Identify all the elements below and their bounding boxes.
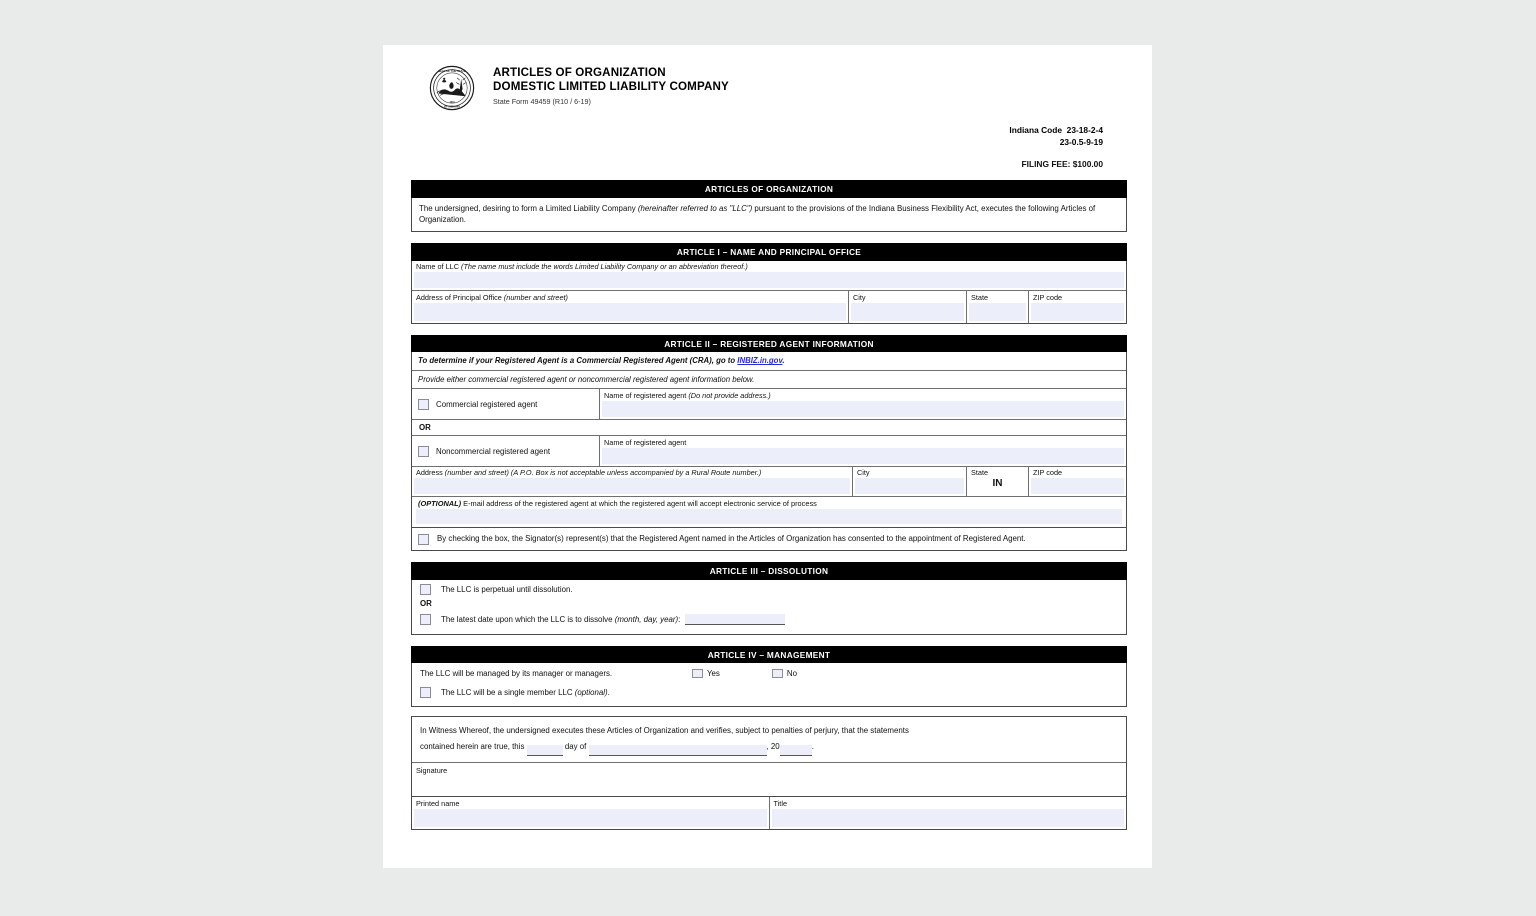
provide-agent-note: Provide either commercial registered agent or noncommercial registered agent information below.: [412, 370, 1126, 389]
articles-of-organization-block: [411, 180, 1127, 232]
manager-managed-no-option[interactable]: [772, 669, 797, 678]
agent-city-input[interactable]: [855, 478, 964, 494]
latest-dissolve-date-text: The latest date upon which the LLC is to dissolve: [441, 614, 615, 624]
svg-text:1816: 1816: [449, 102, 455, 105]
header-titles: [493, 63, 729, 106]
witness-line-2-d: .: [811, 742, 814, 752]
witness-statement: [412, 717, 1126, 762]
principal-city-input[interactable]: [851, 303, 964, 321]
noncommercial-agent-name-cell[interactable]: [600, 436, 1126, 466]
signature-row[interactable]: [412, 762, 1126, 794]
witness-day-input[interactable]: [527, 745, 563, 756]
latest-dissolve-date-input[interactable]: [685, 614, 785, 625]
form-header: [411, 57, 1127, 111]
noncommercial-registered-agent-checkbox[interactable]: [418, 446, 429, 457]
principal-address-label-italic: (number and street): [503, 292, 568, 302]
manager-managed-no-checkbox[interactable]: [772, 669, 783, 678]
principal-address-label-text: Address of Principal Office: [416, 292, 504, 302]
signature-label: Signature: [416, 766, 448, 776]
agent-state-value: IN: [992, 478, 1003, 490]
principal-zip-label: ZIP code: [1033, 292, 1063, 302]
commercial-registered-agent-checkbox[interactable]: [418, 399, 429, 410]
witness-signature-block: [411, 716, 1127, 830]
agent-email-row: [412, 496, 1126, 524]
agent-zip-input[interactable]: [1031, 478, 1124, 494]
manager-managed-yes-checkbox[interactable]: [692, 669, 703, 678]
manager-managed-question: The LLC will be managed by its manager or managers.: [420, 669, 613, 679]
article-1-bar-title: ARTICLE I – NAME AND PRINCIPAL OFFICE: [411, 243, 1127, 261]
principal-office-row: [412, 290, 1126, 323]
svg-text:SEAL OF THE STATE: SEAL OF THE STATE: [438, 69, 466, 73]
printed-name-label: Printed name: [416, 798, 460, 808]
latest-dissolve-date-checkbox[interactable]: [420, 614, 431, 625]
noncommercial-agent-row: [412, 436, 1126, 466]
manager-managed-yes-label: Yes: [707, 669, 720, 679]
commercial-agent-row: [412, 388, 1126, 419]
article-4-block: [411, 646, 1127, 708]
manager-managed-row: [412, 663, 1126, 681]
indiana-code-block: [411, 125, 1127, 148]
latest-dissolve-date-colon: :: [678, 614, 681, 624]
perpetual-option-row[interactable]: [412, 580, 1126, 598]
article-1-block: [411, 243, 1127, 324]
agent-address-label-italic-2: (A P.O. Box is not acceptable unless accompanied by a Rural Route number.): [508, 468, 762, 478]
principal-city-cell[interactable]: [848, 291, 966, 323]
manager-managed-no-label: No: [786, 669, 797, 679]
agent-address-input[interactable]: [414, 478, 850, 494]
title-label: Title: [773, 798, 788, 808]
llc-name-label-text: Name of LLC: [416, 262, 462, 272]
intro-paragraph: [412, 198, 1126, 232]
principal-address-cell[interactable]: [412, 291, 848, 323]
article-2-block: [411, 335, 1127, 552]
cra-note-period: .: [782, 356, 785, 366]
form-title-line-2: DOMESTIC LIMITED LIABILITY COMPANY: [493, 80, 729, 93]
title-cell[interactable]: [769, 797, 1127, 829]
principal-state-cell[interactable]: [966, 291, 1028, 323]
witness-line-2: [420, 737, 1118, 756]
article-3-block: [411, 562, 1127, 635]
indiana-code-value-1: 23-18-2-4: [1066, 125, 1103, 135]
intro-text-italic: (hereinafter referred to as "LLC"): [637, 203, 753, 213]
principal-city-label: City: [853, 292, 866, 302]
witness-year-input[interactable]: [780, 745, 812, 756]
agent-city-cell[interactable]: [852, 467, 966, 497]
latest-dissolve-date-label: [441, 615, 680, 624]
single-member-text: The LLC will be a single member LLC: [441, 688, 575, 698]
single-member-italic: (optional): [574, 688, 608, 698]
principal-zip-input[interactable]: [1031, 303, 1124, 321]
agent-zip-label: ZIP code: [1033, 468, 1063, 478]
single-member-period: .: [607, 688, 610, 698]
llc-name-label-italic: (The name must include the words Limited Liability Company or an abbreviation thereof.): [461, 262, 748, 272]
printed-name-cell[interactable]: [412, 797, 769, 829]
llc-name-input[interactable]: [414, 272, 1124, 288]
state-form-number: State Form 49459 (R10 / 6-19): [493, 97, 591, 106]
principal-zip-cell[interactable]: [1028, 291, 1126, 323]
inbiz-link[interactable]: INBIZ.in.gov: [737, 356, 783, 366]
article-3-bar-title: ARTICLE III – DISSOLUTION: [411, 562, 1127, 580]
perpetual-dissolution-label: The LLC is perpetual until dissolution.: [441, 584, 573, 594]
agent-email-input[interactable]: [416, 509, 1122, 524]
noncommercial-agent-name-input[interactable]: [602, 448, 1124, 464]
commercial-agent-name-label: [600, 389, 1126, 400]
commercial-agent-name-cell[interactable]: [600, 389, 1126, 419]
witness-line-2-a: contained herein are true, this: [420, 742, 525, 752]
agent-email-label: [412, 497, 1126, 508]
agent-address-cell[interactable]: [412, 467, 852, 497]
witness-line-2-c: , 20: [766, 742, 780, 752]
indiana-code-line-2: 23-0.5-9-19: [1059, 136, 1103, 147]
printed-name-input[interactable]: [414, 809, 767, 827]
agent-zip-cell[interactable]: [1028, 467, 1126, 497]
registered-agent-consent-text: By checking the box, the Signator(s) represent(s) that the Registered Agent named in the Articles of Organization has consented to the appointment of Registered Agent.: [437, 534, 1026, 544]
intro-bar-title: ARTICLES OF ORGANIZATION: [411, 180, 1127, 198]
commercial-agent-checkbox-cell[interactable]: [412, 389, 600, 419]
article-2-bar-title: ARTICLE II – REGISTERED AGENT INFORMATION: [411, 335, 1127, 353]
cra-note-text: To determine if your Registered Agent is a Commercial Registered Agent (CRA), go to: [418, 356, 738, 366]
noncommercial-agent-name-label: Name of registered agent: [604, 437, 687, 447]
witness-line-2-b: day of: [564, 742, 587, 752]
dissolution-or-divider: OR: [420, 598, 432, 608]
indiana-code-label: Indiana Code: [1009, 125, 1063, 135]
agent-email-optional-tag: (OPTIONAL): [418, 499, 462, 509]
form-sheet: [411, 57, 1127, 830]
commercial-agent-name-label-italic: (Do not provide address.): [688, 390, 771, 400]
agent-address-label-text: Address: [416, 468, 445, 478]
form-title-line-1: ARTICLES OF ORGANIZATION: [493, 66, 666, 79]
llc-name-cell[interactable]: [412, 261, 1126, 291]
agent-city-label: City: [857, 468, 870, 478]
perpetual-dissolution-checkbox[interactable]: [420, 584, 431, 595]
noncommercial-agent-label: Noncommercial registered agent: [436, 446, 551, 456]
intro-text-b: pursuant to the provisions of the Indiana Business Flexibility Act, executes the following Articles of Organization.: [419, 203, 1096, 224]
manager-managed-yes-option[interactable]: [692, 669, 720, 678]
title-input[interactable]: [772, 809, 1125, 827]
indiana-state-seal-icon: [429, 65, 475, 111]
single-member-row[interactable]: [412, 681, 1126, 706]
registered-agent-consent-checkbox[interactable]: [418, 534, 429, 545]
agent-email-label-text: E-mail address of the registered agent at which the registered agent will accept electronic service of process: [461, 499, 817, 509]
agent-or-divider: OR: [412, 419, 1126, 437]
cra-determination-note: [412, 352, 1126, 370]
principal-address-label: [412, 291, 848, 302]
latest-date-option-row[interactable]: [412, 610, 1126, 628]
agent-address-label: [412, 467, 852, 478]
principal-state-label: State: [971, 292, 989, 302]
single-member-llc-label: [441, 688, 610, 697]
indiana-code-line-1: [411, 125, 1103, 137]
svg-text:OF INDIANA: OF INDIANA: [443, 105, 461, 109]
principal-state-input[interactable]: [969, 303, 1026, 321]
commercial-agent-name-input[interactable]: [602, 401, 1124, 417]
llc-name-row: [412, 261, 1126, 291]
witness-line-1: In Witness Whereof, the undersigned executes these Articles of Organization and verifies, subject to penalties of perjury, that the statements: [420, 726, 909, 736]
latest-dissolve-date-italic: (month, day, year): [614, 614, 679, 624]
agent-consent-row[interactable]: [412, 527, 1126, 550]
agent-address-row: [412, 466, 1126, 497]
agent-state-label: State: [971, 468, 989, 478]
principal-address-input[interactable]: [414, 303, 846, 321]
printed-name-title-row: [412, 796, 1126, 829]
signature-input[interactable]: [418, 776, 1120, 794]
commercial-agent-name-label-text: Name of registered agent: [604, 390, 689, 400]
document-page: [383, 45, 1152, 868]
single-member-llc-checkbox[interactable]: [420, 687, 431, 698]
commercial-agent-label: Commercial registered agent: [436, 399, 538, 409]
signature-cell[interactable]: [412, 763, 1126, 794]
agent-state-cell: [966, 467, 1028, 497]
noncommercial-agent-checkbox-cell[interactable]: [412, 436, 600, 466]
witness-month-input[interactable]: [589, 745, 767, 756]
intro-text-a: The undersigned, desiring to form a Limited Liability Company: [419, 203, 638, 213]
filing-fee: FILING FEE: $100.00: [1021, 159, 1103, 169]
agent-address-label-italic-1: (number and street): [444, 468, 509, 478]
article-4-bar-title: ARTICLE IV – MANAGEMENT: [411, 646, 1127, 664]
llc-name-label: [412, 261, 1126, 272]
